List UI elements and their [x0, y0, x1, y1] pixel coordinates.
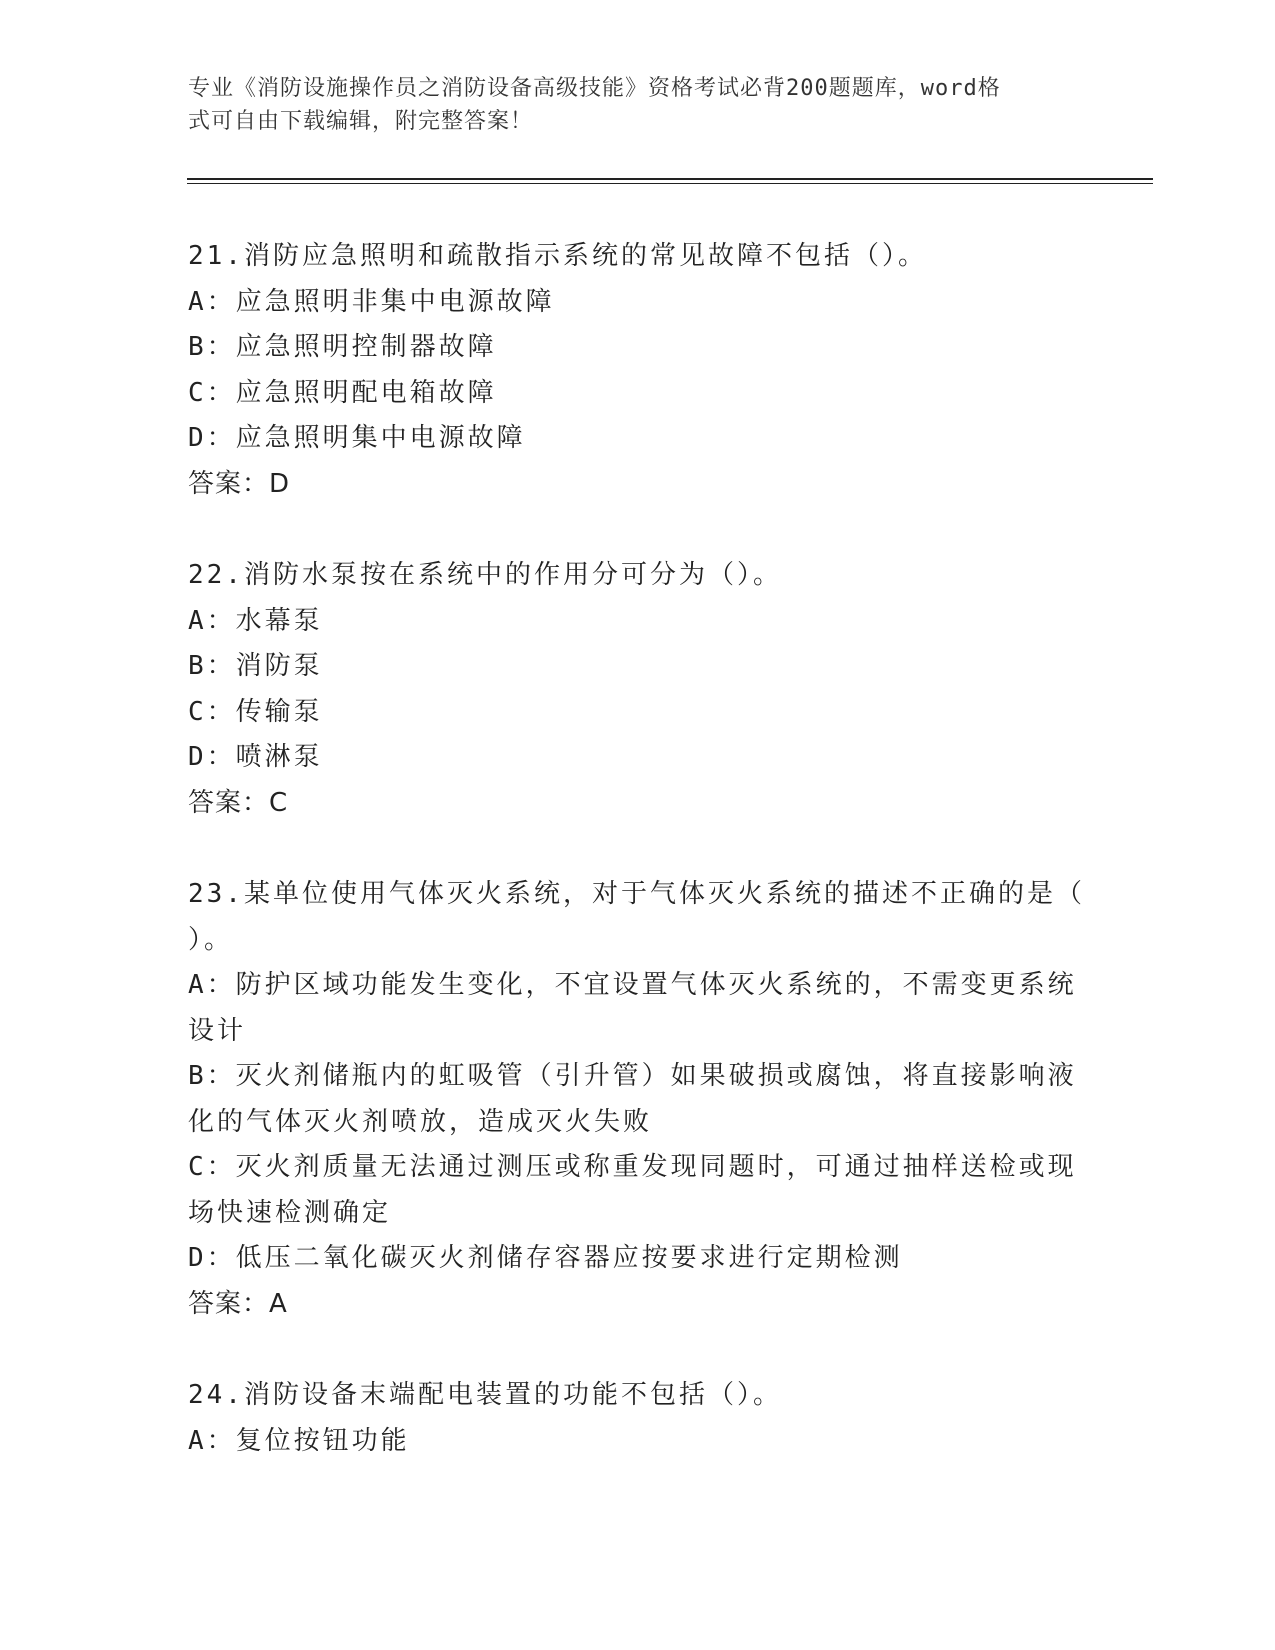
question-stem-line-1: 23.某单位使用气体灭火系统，对于气体灭火系统的描述不正确的是（: [188, 879, 1085, 909]
option-a-line-2: 设计: [188, 1015, 247, 1046]
option-a: A：水幕泵: [188, 605, 323, 636]
header-rule-thick: [187, 178, 1153, 180]
option-c: C：传输泵: [188, 696, 323, 727]
question-21: [188, 234, 1088, 507]
question-24: [188, 1373, 1088, 1464]
question-stem-line-2: ）。: [188, 924, 234, 955]
option-a: A：复位按钮功能: [188, 1425, 410, 1456]
option-d: D：应急照明集中电源故障: [188, 423, 526, 453]
option-b: B：应急照明控制器故障: [188, 332, 497, 362]
question-stem: 22.消防水泵按在系统中的作用分可分为（）。: [188, 560, 782, 590]
question-stem: 24.消防设备末端配电装置的功能不包括（）。: [188, 1380, 782, 1410]
option-d: D：喷淋泵: [188, 742, 323, 772]
header-line-1: 专业《消防设施操作员之消防设备高级技能》资格考试必背200题题库，word格: [188, 76, 1001, 101]
option-a: A：应急照明非集中电源故障: [188, 286, 555, 317]
option-c-line-2: 场快速检测确定: [188, 1197, 392, 1228]
answer: 答案：D: [188, 468, 291, 499]
option-b: B：消防泵: [188, 651, 323, 681]
option-b-line-2: 化的气体灭火剂喷放，造成灭火失败: [188, 1106, 653, 1137]
answer: 答案：C: [188, 787, 289, 818]
question-22: [188, 553, 1088, 826]
option-d: D：低压二氧化碳灭火剂储存容器应按要求进行定期检测: [188, 1243, 903, 1273]
header-line-2: 式可自由下载编辑，附完整答案！: [188, 109, 534, 134]
option-a-line-1: A：防护区域功能发生变化，不宜设置气体灭火系统的，不需变更系统: [188, 970, 1077, 1000]
answer: 答案：A: [188, 1288, 288, 1319]
header-rule-thin: [187, 183, 1153, 184]
question-stem: 21.消防应急照明和疏散指示系统的常见故障不包括（）。: [188, 241, 927, 271]
option-b-line-1: B：灭火剂储瓶内的虹吸管（引升管）如果破损或腐蚀，将直接影响液: [188, 1061, 1077, 1091]
document-header: [188, 72, 1068, 138]
option-c: C：应急照明配电箱故障: [188, 377, 497, 408]
question-23: [188, 872, 1088, 1327]
option-c-line-1: C：灭火剂质量无法通过测压或称重发现同题时，可通过抽样送检或现: [188, 1152, 1077, 1182]
